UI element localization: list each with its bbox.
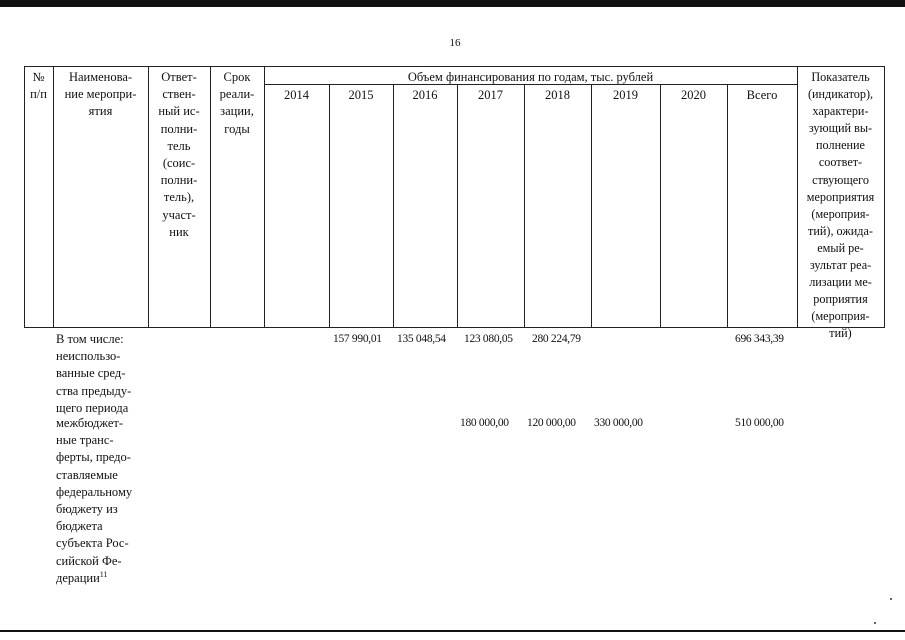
value-2015: 157 990,01 xyxy=(333,333,382,345)
footnote-marker: 11 xyxy=(99,569,108,579)
row-activity-name xyxy=(56,415,166,587)
page-number: 16 xyxy=(449,37,461,49)
value-total: 510 000,00 xyxy=(735,417,784,429)
scan-speck xyxy=(890,598,892,600)
header-funding-group: Объем финансирования по годам, тыс. рублей xyxy=(407,70,654,84)
header-year-2014: 2014 xyxy=(284,88,309,102)
value-2018: 280 224,79 xyxy=(532,333,581,345)
value-total: 696 343,39 xyxy=(735,333,784,345)
header-year-2017: 2017 xyxy=(478,88,503,102)
header-year-2019: 2019 xyxy=(613,88,638,102)
value-2017: 180 000,00 xyxy=(460,417,509,429)
row-activity-name: В том числе: неиспользо- ванные сред- ства предыду- щего периода xyxy=(56,332,132,415)
header-year-2016: 2016 xyxy=(412,88,438,102)
header-total: Всего xyxy=(746,88,778,102)
header-number: № п/п xyxy=(30,70,47,102)
value-2019: 330 000,00 xyxy=(594,417,643,429)
value-2016: 135 048,54 xyxy=(397,333,446,345)
header-activity-name: Наименова- ние меропри- ятия xyxy=(64,70,137,119)
value-2017: 123 080,05 xyxy=(464,333,513,345)
row-activity-text: межбюджет- ные транс- ферты, предо- ставляемые федеральному бюджету из бюджета субъекта Рос- сийской Фе- дерации xyxy=(56,416,133,585)
scan-speck xyxy=(874,622,876,624)
bottom-rule xyxy=(0,630,905,632)
header-year-2020: 2020 xyxy=(681,88,706,102)
header-year-2018: 2018 xyxy=(545,88,570,102)
header-term: Срок реали- зации, годы xyxy=(219,70,255,136)
header-indicator: Показатель (индикатор), характери- зующий вы- полнение соответ- ствующего мероприятия (мероприя- тий), ожида- емый ре- зультат реа- лизации ме- роприятия (мероприя- тий) xyxy=(806,70,875,341)
header-year-2015: 2015 xyxy=(348,88,374,102)
value-2018: 120 000,00 xyxy=(527,417,576,429)
header-executor: Ответ- ствен- ный ис- полни- тель (соис- полни- тель), участ- ник xyxy=(158,70,200,239)
top-rule xyxy=(0,0,905,7)
